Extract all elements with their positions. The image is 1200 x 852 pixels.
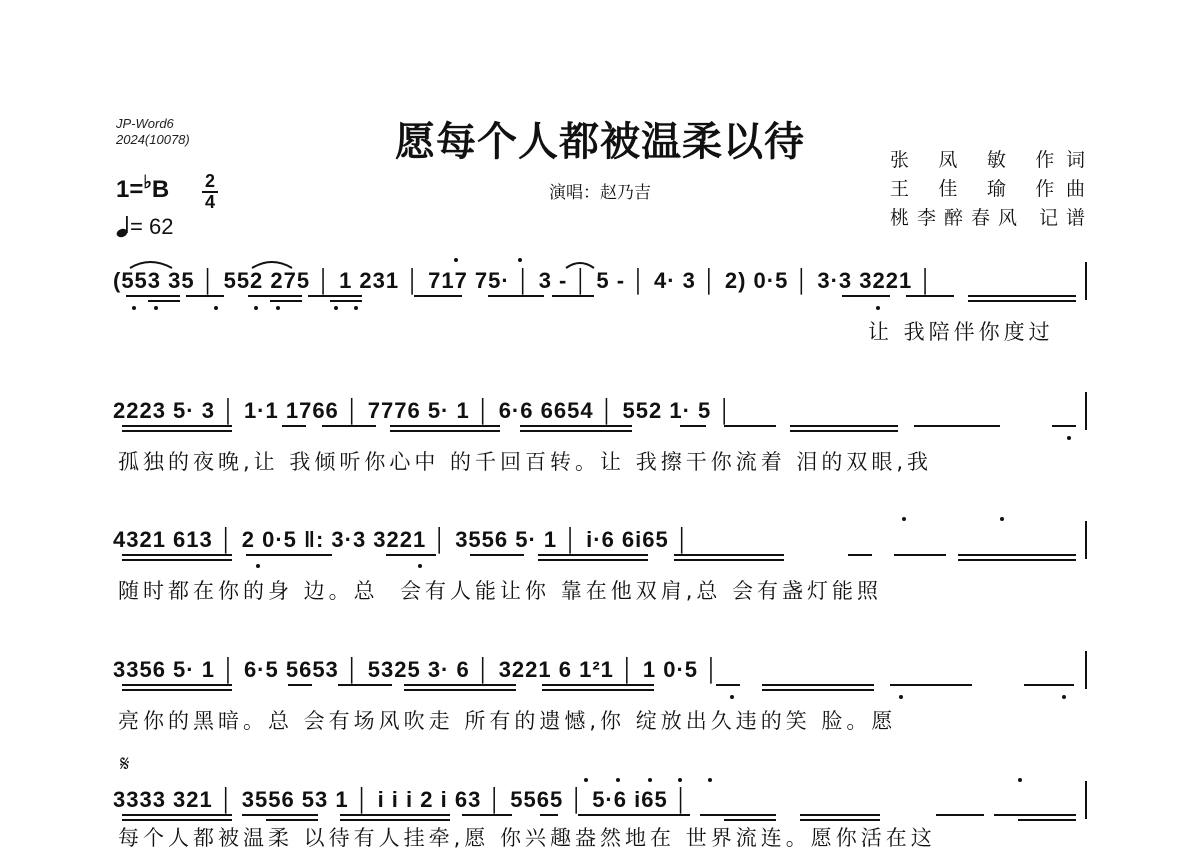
notation-row-2: 2223 5· 3 │ 1·1 1766 │ 7776 5· 1 │ 6·6 6654 │ 552 1· 5 │: [113, 398, 734, 423]
lyrics-row-2: 孤独的夜晚,让 我倾听你心中 的千回百转。让 我擦干你流着 泪的双眼,我: [118, 450, 933, 474]
singer-credit: 演唱：赵乃吉: [549, 183, 651, 203]
notation-row-3: 4321 613 │ 2 0·5 ‖: 3·3 3221 │ 3556 5· 1 │ i·6 6i65 │: [113, 527, 691, 552]
transcriber-credit: 桃李醉春风 记谱: [890, 207, 1085, 229]
flat-symbol: ♭: [143, 172, 152, 192]
lyrics-row-5: 每个人都被温柔 以待有人挂牵,愿 你兴趣盎然地在 世界流连。愿你活在这: [118, 826, 936, 850]
song-title: 愿每个人都被温柔以待: [395, 118, 805, 165]
segno-sign: 𝄋: [120, 752, 130, 777]
time-signature-bottom: 4: [204, 192, 215, 212]
composer-credit: 王 佳 瑜 作曲: [890, 178, 1085, 200]
lyrics-row-4: 亮你的黑暗。总 会有场风吹走 所有的遗憾,你 绽放出久违的笑 脸。愿: [118, 709, 897, 733]
lyrics-row-1: 让 我陪伴你度过: [868, 320, 1054, 344]
software-version: 2024(10078): [116, 132, 190, 147]
tempo-value: = 62: [130, 214, 174, 239]
time-signature-top: 2: [204, 171, 215, 191]
lyrics-row-3: 随时都在你的身 边。总 会有人能让你 靠在他双肩,总 会有盏灯能照: [118, 579, 883, 603]
notation-row-5: 3333 321 │ 3556 53 1 │ i i i 2 i 63 │ 5565 │ 5·6 i65 │: [113, 787, 690, 812]
lyricist-credit: 张 凤 敏 作词: [890, 149, 1085, 171]
software-name: JP-Word6: [116, 116, 174, 131]
notation-row-4: 3356 5· 1 │ 6·5 5653 │ 5325 3· 6 │ 3221 6 1²1 │ 1 0·5 │: [113, 657, 720, 682]
key-note: B: [151, 176, 170, 203]
key-prefix: 1=: [116, 176, 144, 203]
notation-row-1: (553 35 │ 552 275 │ 1 231 │ 717 75· │ 3 - │ 5 - │ 4· 3 │ 2) 0·5 │ 3·3 3221 │: [113, 268, 935, 293]
